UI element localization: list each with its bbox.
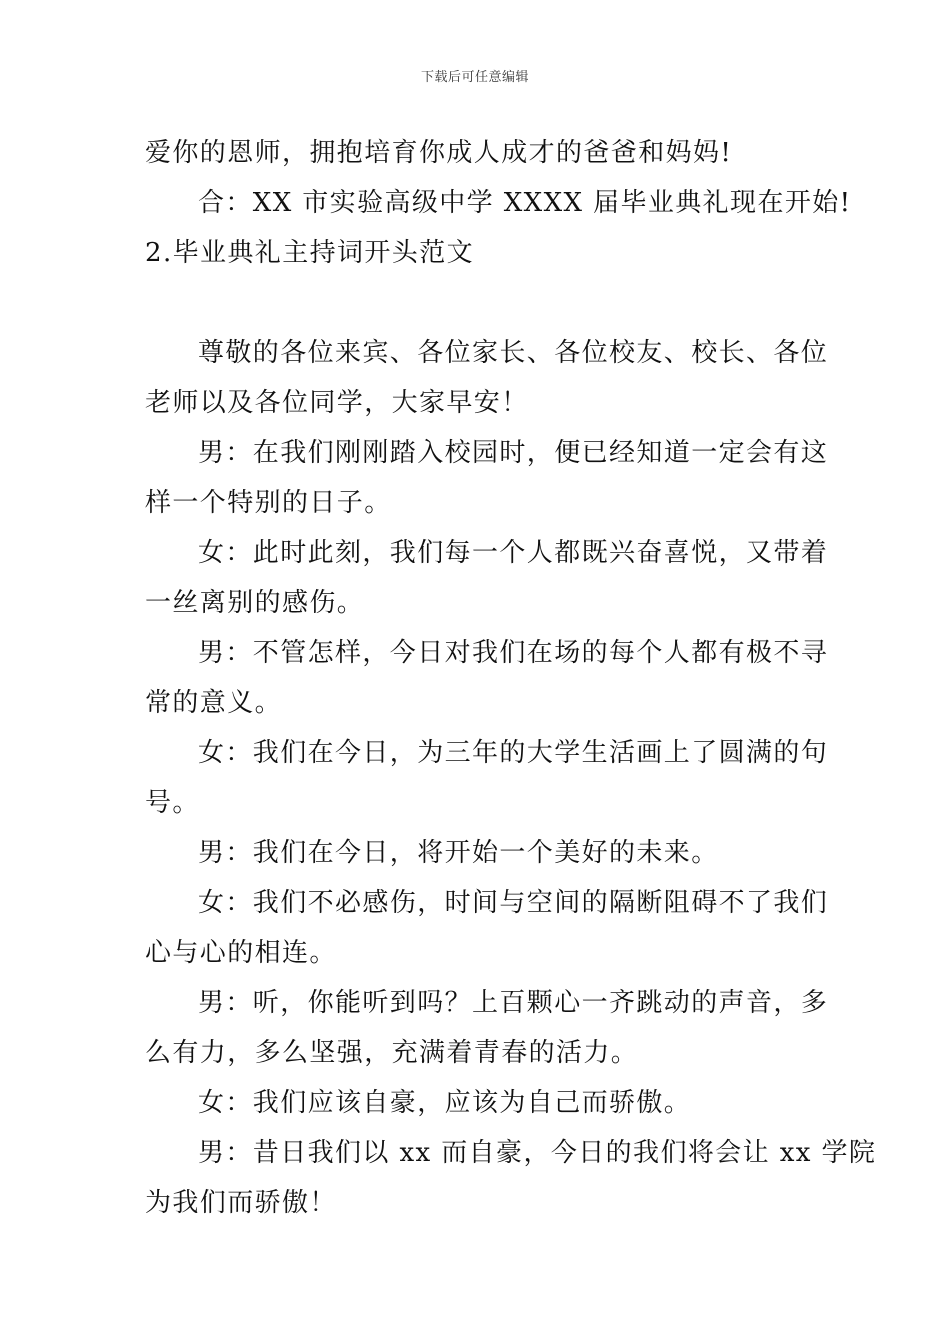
paragraph-line: 老师以及各位同学，大家早安！ bbox=[145, 388, 529, 418]
paragraph-line: 常的意义。 bbox=[145, 688, 283, 718]
paragraph-line: 男：我们在今日，将开始一个美好的未来。 bbox=[198, 838, 719, 868]
paragraph-line: 合：XX 市实验高级中学 XXXX 届毕业典礼现在开始! bbox=[198, 188, 852, 218]
paragraph-line: 一丝离别的感伤。 bbox=[145, 588, 365, 618]
paragraph-line: 女：我们不必感伤，时间与空间的隔断阻碍不了我们 bbox=[198, 888, 829, 918]
page-header-note: 下载后可任意编辑 bbox=[420, 70, 529, 85]
paragraph-line: 心与心的相连。 bbox=[145, 938, 337, 968]
paragraph-line: 尊敬的各位来宾、各位家长、各位校友、校长、各位 bbox=[198, 338, 829, 368]
paragraph-line: 男：听，你能听到吗？上百颗心一齐跳动的声音，多 bbox=[198, 988, 829, 1018]
paragraph-line: 女：我们应该自豪，应该为自己而骄傲。 bbox=[198, 1088, 692, 1118]
paragraph-line: 男：在我们刚刚踏入校园时，便已经知道一定会有这 bbox=[198, 438, 829, 468]
paragraph-line: 为我们而骄傲！ bbox=[145, 1188, 337, 1218]
paragraph-line: 么有力，多么坚强，充满着青春的活力。 bbox=[145, 1038, 639, 1068]
blank-gap bbox=[145, 278, 810, 328]
paragraph-line: 男：不管怎样，今日对我们在场的每个人都有极不寻 bbox=[198, 638, 829, 668]
document-body bbox=[145, 128, 877, 1228]
paragraph-line: 爱你的恩师，拥抱培育你成人成才的爸爸和妈妈! bbox=[145, 138, 733, 168]
paragraph-line: 号。 bbox=[145, 788, 200, 818]
paragraph-line: 男：昔日我们以 xx 而自豪，今日的我们将会让 xx 学院 bbox=[198, 1138, 877, 1168]
paragraph-line: 样一个特别的日子。 bbox=[145, 488, 392, 518]
paragraph-line: 女：我们在今日，为三年的大学生活画上了圆满的句 bbox=[198, 738, 829, 768]
paragraph-line: 女：此时此刻，我们每一个人都既兴奋喜悦，又带着 bbox=[198, 538, 829, 568]
section-heading: 2.毕业典礼主持词开头范文 bbox=[145, 238, 475, 268]
